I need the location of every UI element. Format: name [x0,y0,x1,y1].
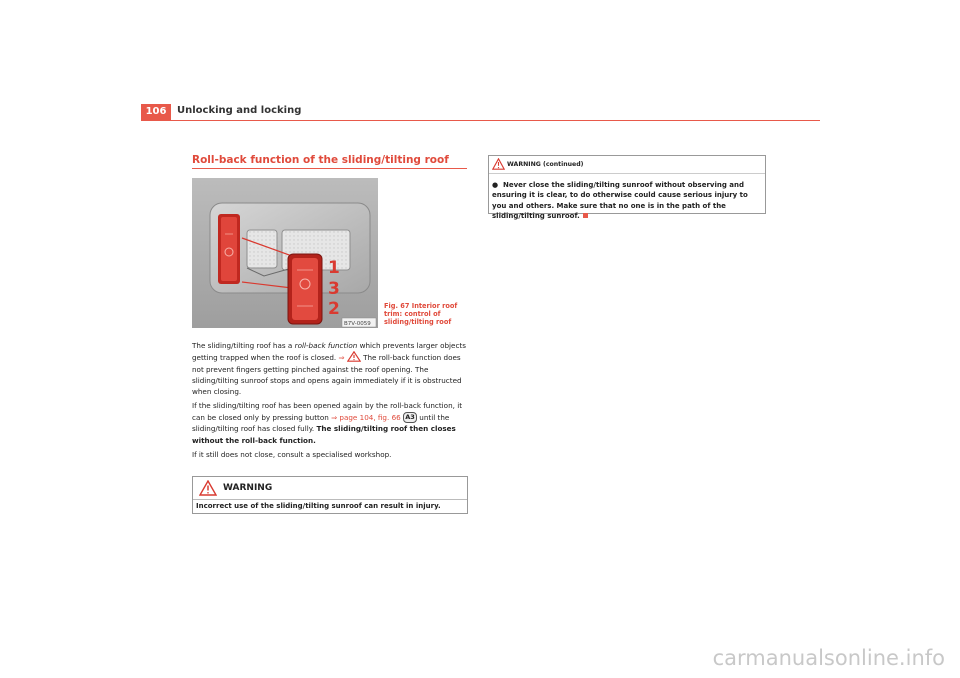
button-a3-keycap: A3 [403,412,417,423]
warning-continued-header [489,156,765,174]
paragraph-close [192,400,470,445]
warning-ref-arrow[interactable]: ⇒ [338,353,345,363]
warning-triangle-icon [492,158,505,170]
text: until the sliding/tilting roof has closed fully. [192,412,450,434]
warning-text: Incorrect use of the sliding/tilting sunroof can result in injury. [196,502,441,510]
figure-roof-trim [192,178,378,328]
warning-continued-text [492,180,764,221]
paragraph-workshop: If it still does not close, consult a specialised workshop. [192,449,392,459]
emphasis: roll-back function [294,341,358,350]
header-divider [141,120,820,121]
roof-trim-illustration [192,178,378,328]
paragraph-rollback [192,340,470,397]
text: The roll-back function does not prevent fingers getting pinched against the roof opening. The sliding/tilting sunroof stops and opens again immediately if it is obstructed when closing. [192,353,462,397]
warning-box [192,476,468,514]
watermark: carmanualsonline.info [712,646,945,670]
warning-triangle-icon [199,480,217,496]
warning-title: WARNING [223,483,273,493]
text: The sliding/tilting roof has a [192,341,295,350]
text: If the sliding/tilting roof has been opened again by the roll-back function, it can be closed only by pressing button [192,401,463,422]
section-title: Roll-back function of the sliding/tilting roof [192,154,449,166]
warning-triangle-icon [347,351,361,362]
chapter-title: Unlocking and locking [177,105,302,116]
callout-1: 1 [328,258,340,278]
warning-header [193,477,467,500]
page-number: 106 [141,104,171,120]
warning-continued-box [488,155,766,220]
callout-3: 3 [328,279,340,299]
bullet: ● [492,181,499,189]
page-ref-link[interactable]: ⇒ page 104, fig. 66 [331,412,401,422]
end-mark-icon [583,213,588,218]
callout-2: 2 [328,299,340,319]
figure-code: B7V-0059 [344,321,371,327]
text: which prevents larger objects getting trapped when the roof is closed. [192,341,466,363]
warning-continued-title: WARNING (continued) [507,161,584,168]
text: Never close the sliding/tilting sunroof without observing and ensuring it is clear, to do otherwise could cause serious injury to you and others. Make sure that no one is in the path of the sliding/tilting sunroof. [492,181,748,220]
bold-text: The sliding/tilting roof then closes without the roll-back function. [192,424,456,445]
body-text [192,340,470,463]
figure-caption: Fig. 67 Interior roof trim: control of sliding/tilting roof [384,302,458,326]
section-divider [192,168,467,169]
